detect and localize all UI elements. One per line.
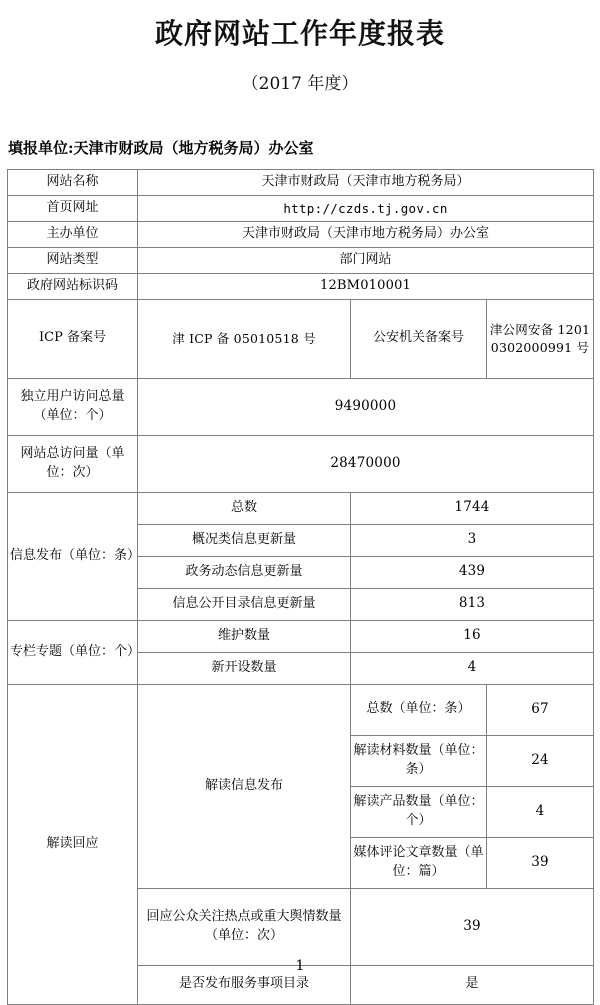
info-publish-row-label: 政务动态信息更新量	[138, 556, 351, 588]
column-topic-row-value: 4	[351, 652, 594, 684]
page-title: 政府网站工作年度报表	[154, 17, 445, 50]
homepage-url-value: http://czds.tj.gov.cn	[138, 196, 594, 222]
gov-site-id-value: 12BM010001	[138, 273, 594, 299]
table-row	[8, 620, 594, 652]
police-filing-label: 公安机关备案号	[351, 299, 487, 378]
table-row	[8, 435, 594, 492]
column-topic-row-label: 新开设数量	[138, 652, 351, 684]
icp-label: ICP 备案号	[8, 299, 138, 378]
table-row	[8, 299, 594, 378]
website-type-value: 部门网站	[138, 248, 594, 274]
table-row	[8, 248, 594, 274]
filing-unit-line: 填报单位:天津市财政局（地方税务局）办公室	[8, 138, 314, 157]
annual-report-table	[7, 169, 594, 1004]
info-publish-row-value: 813	[351, 588, 594, 620]
table-row	[8, 492, 594, 524]
info-publish-row-label: 总数	[138, 492, 351, 524]
website-name-value: 天津市财政局（天津市地方税务局）	[138, 170, 594, 196]
interpretation-row-value: 4	[487, 786, 594, 837]
table-row	[8, 378, 594, 435]
icp-value: 津 ICP 备 05010518 号	[138, 299, 351, 378]
info-publish-row-value: 439	[351, 556, 594, 588]
homepage-url-label: 首页网址	[8, 196, 138, 222]
sponsor-value: 天津市财政局（天津市地方税务局）办公室	[138, 222, 594, 248]
interpretation-row-label: 总数（单位：条）	[351, 684, 487, 735]
interpretation-publish-label: 解读信息发布	[138, 684, 351, 888]
website-type-label: 网站类型	[8, 248, 138, 274]
info-publish-row-label: 信息公开目录信息更新量	[138, 588, 351, 620]
info-publish-row-label: 概况类信息更新量	[138, 524, 351, 556]
police-filing-value: 津公网安备 12010302000991 号	[487, 299, 594, 378]
interpretation-row-value: 67	[487, 684, 594, 735]
service-catalog-label: 是否发布服务事项目录	[138, 965, 351, 1004]
column-topic-row-value: 16	[351, 620, 594, 652]
table-row	[8, 196, 594, 222]
table-row	[8, 684, 594, 735]
page-subtitle: （2017 年度）	[241, 74, 359, 95]
column-topic-row-label: 维护数量	[138, 620, 351, 652]
table-row	[8, 170, 594, 196]
interpretation-label: 解读回应	[8, 684, 138, 1004]
interpretation-row-label: 解读材料数量（单位：条）	[351, 735, 487, 786]
service-catalog-value: 是	[351, 965, 594, 1004]
info-publish-row-value: 3	[351, 524, 594, 556]
total-visits-label: 网站总访问量（单位：次）	[8, 435, 138, 492]
table-row	[8, 222, 594, 248]
info-publish-row-value: 1744	[351, 492, 594, 524]
interpretation-row-value: 24	[487, 735, 594, 786]
unique-visitors-value: 9490000	[138, 378, 594, 435]
public-response-label: 回应公众关注热点或重大舆情数量（单位：次）	[138, 888, 351, 965]
unique-visitors-label: 独立用户访问总量（单位：个）	[8, 378, 138, 435]
interpretation-row-value: 39	[487, 837, 594, 888]
total-visits-value: 28470000	[138, 435, 594, 492]
public-response-value: 39	[351, 888, 594, 965]
sponsor-label: 主办单位	[8, 222, 138, 248]
interpretation-row-label: 解读产品数量（单位：个）	[351, 786, 487, 837]
gov-site-id-label: 政府网站标识码	[8, 273, 138, 299]
table-row	[8, 273, 594, 299]
website-name-label: 网站名称	[8, 170, 138, 196]
page-number: 1	[295, 958, 305, 974]
interpretation-row-label: 媒体评论文章数量（单位：篇）	[351, 837, 487, 888]
column-topic-label: 专栏专题（单位：个）	[8, 620, 138, 684]
info-publish-label: 信息发布（单位：条）	[8, 492, 138, 620]
